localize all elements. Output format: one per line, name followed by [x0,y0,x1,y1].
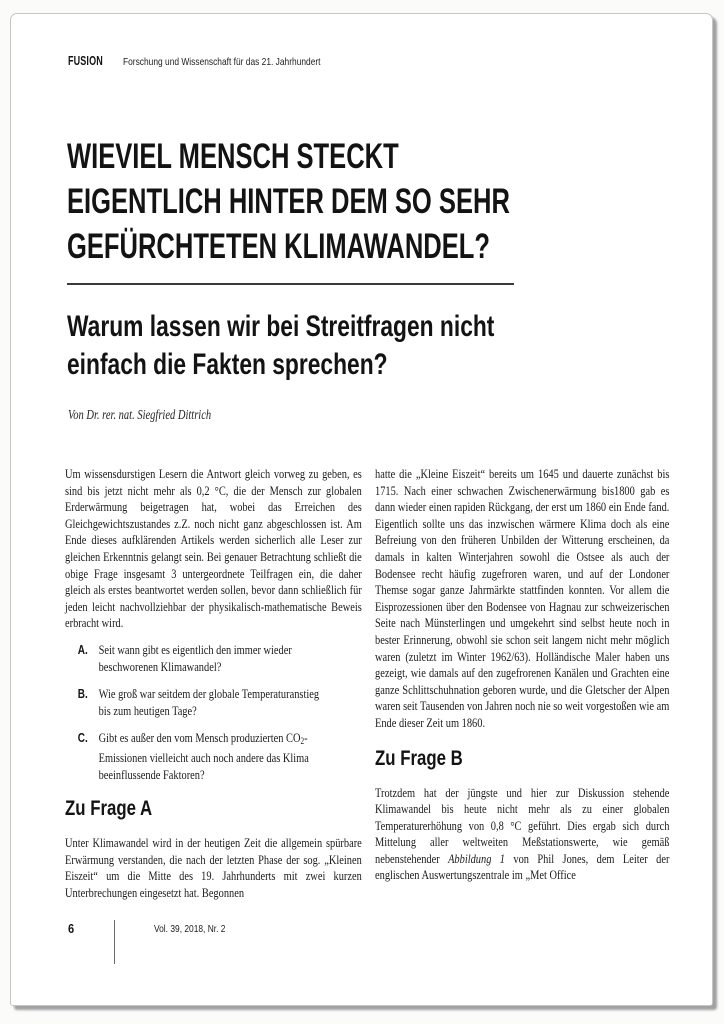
question-text-pre: Seit wann gibt es eigentlich den immer wieder beschworenen Klimawandel? [98,641,292,674]
section-heading-frage-b: Zu Frage B [375,746,463,770]
frage-a-paragraph: Unter Klimawandel wird in der heutigen Zeit die allgemein spürbare Erwärmung verstanden, die nach der letzten Phase der sog. „Kleinen Eiszeit“ um die Mitte des 19. Jahrhunderts mit zwei kurzen Unterbrechungen eingesetzt hat. Begonnen [65,835,362,900]
question-text [99,642,323,678]
question-text-subscript: 2 [300,736,305,747]
footer-divider [114,920,115,964]
title-divider-rule [67,283,514,285]
article-title-line: GEFÜRCHTETEN KLIMAWANDEL? [67,227,490,266]
question-item-a [78,642,362,678]
question-label: B. [77,687,88,702]
article-title-line: WIEVIEL MENSCH STECKT [67,137,399,176]
question-text-pre: Wie groß war seitdem der globale Temperaturanstieg bis zum heutigen Tage? [98,686,320,718]
intro-paragraph: Um wissensdurstigen Lesern die Antwort gleich vorweg zu geben, es sind bis jetzt nicht mehr als 0,2 °C, die der Mensch zur globalen Erderwärmung beigetragen hat, wobei das Erreichen des Gleichgewichtszustandes z.Z. noch nicht ganz abgeschlossen ist. Am Ende dieses aufklärenden Artikels werden sicherlich alle Leser zur gleichen Erkenntnis gelangt sein. Bei genauer Betrachtung schließt die obige Frage insgesamt 3 untergeordnete Teilfragen ein, die daher gleich als erstes beantwortet werden sollen, bevor dann schließlich für jeden leicht nachvollziehbar der physikalisch-mathematische Beweis erbracht wird. [65,466,362,631]
question-item-c [78,730,362,783]
body-columns [65,466,669,901]
article-subtitle [67,308,629,384]
column-left [65,466,362,901]
article-title-line: EIGENTLICH HINTER DEM SO SEHR [67,182,510,221]
author-byline: Von Dr. rer. nat. Siegfried Dittrich [68,408,212,423]
frage-b-paragraph-pre: Trotzdem hat der jüngste und hier zur Diskussion stehende Klimawandel bis heute nicht mehr als zu einer globalen Temperaturerhöhung von 0,8 °C geführt. Dies ergab sich durch Mittelung aller weltweiten Meßstationswerte, wie gemäß nebenstehender [375,784,670,866]
question-text-pre: Gibt es außer den vom Mensch produzierten CO [98,730,301,746]
question-text [99,730,323,783]
column-right-text [375,466,669,884]
figure-reference: Abbildung 1 [448,850,505,866]
frage-b-paragraph-post: von Phil Jones, dem Leiter der englischen Auswertungszentrale im „Met Office [375,850,670,883]
continuation-paragraph: hatte die „Kleine Eiszeit“ bereits um 1645 und dauerte zunächst bis 1715. Nach einer schwachen Zwischenerwärmung bis1800 gab es dann wieder einen rapiden Rückgang, der erst um 1860 ein Ende fand. Eigentlich sollte uns das inzwischen wärmere Klima doch als eine Befreiung von den früheren Unbilden der Witterung erscheinen, da damals in kalten Winterjahren sowohl die Ostsee als auch der Bodensee recht häufig zugefroren waren, und auf der Londoner Themse sogar ganze Jahrmärkte stattfinden konnten. Vor allem die Eisprozessionen über den Bodensee von Hagnau zur schweizerischen Seite nach Münsterlingen und umgekehrt sind selbst heute noch in bester Erinnerung, obwohl sie schon seit langem nicht mehr möglich waren (zuletzt im Winter 1962/63). Holländische Maler haben uns gezeigt, wie damals auf den zugefrorenen Kanälen und Grachten eine ganze Schlittschuhnation geboren wurde, und die Gletscher der Alpen waren seit Tausenden von Jahren noch nie so weit vorgestoßen wie am Ende dieser Zeit um 1860. [375,466,670,730]
journal-brand: FUSION [68,54,103,68]
question-label: A. [77,642,88,657]
question-text-post: -Emissionen vielleicht auch noch andere das Klima beeinflussende Faktoren? [98,730,309,782]
column-right [375,466,669,901]
article-subtitle-line: einfach die Fakten sprechen? [67,348,388,381]
question-label: C. [77,731,88,746]
journal-tagline: Forschung und Wissenschaft für das 21. Jahrhundert [123,56,321,68]
article-title [67,134,674,269]
issue-info: Vol. 39, 2018, Nr. 2 [154,923,226,935]
question-text [99,686,323,722]
column-left-text [65,466,362,901]
frage-b-paragraph [375,785,669,885]
question-list [78,642,362,783]
question-item-b [78,686,362,722]
page-number: 6 [68,921,75,936]
section-heading-frage-a: Zu Frage A [65,797,153,821]
article-page [10,13,713,1006]
article-subtitle-line: Warum lassen wir bei Streitfragen nicht [67,310,495,343]
